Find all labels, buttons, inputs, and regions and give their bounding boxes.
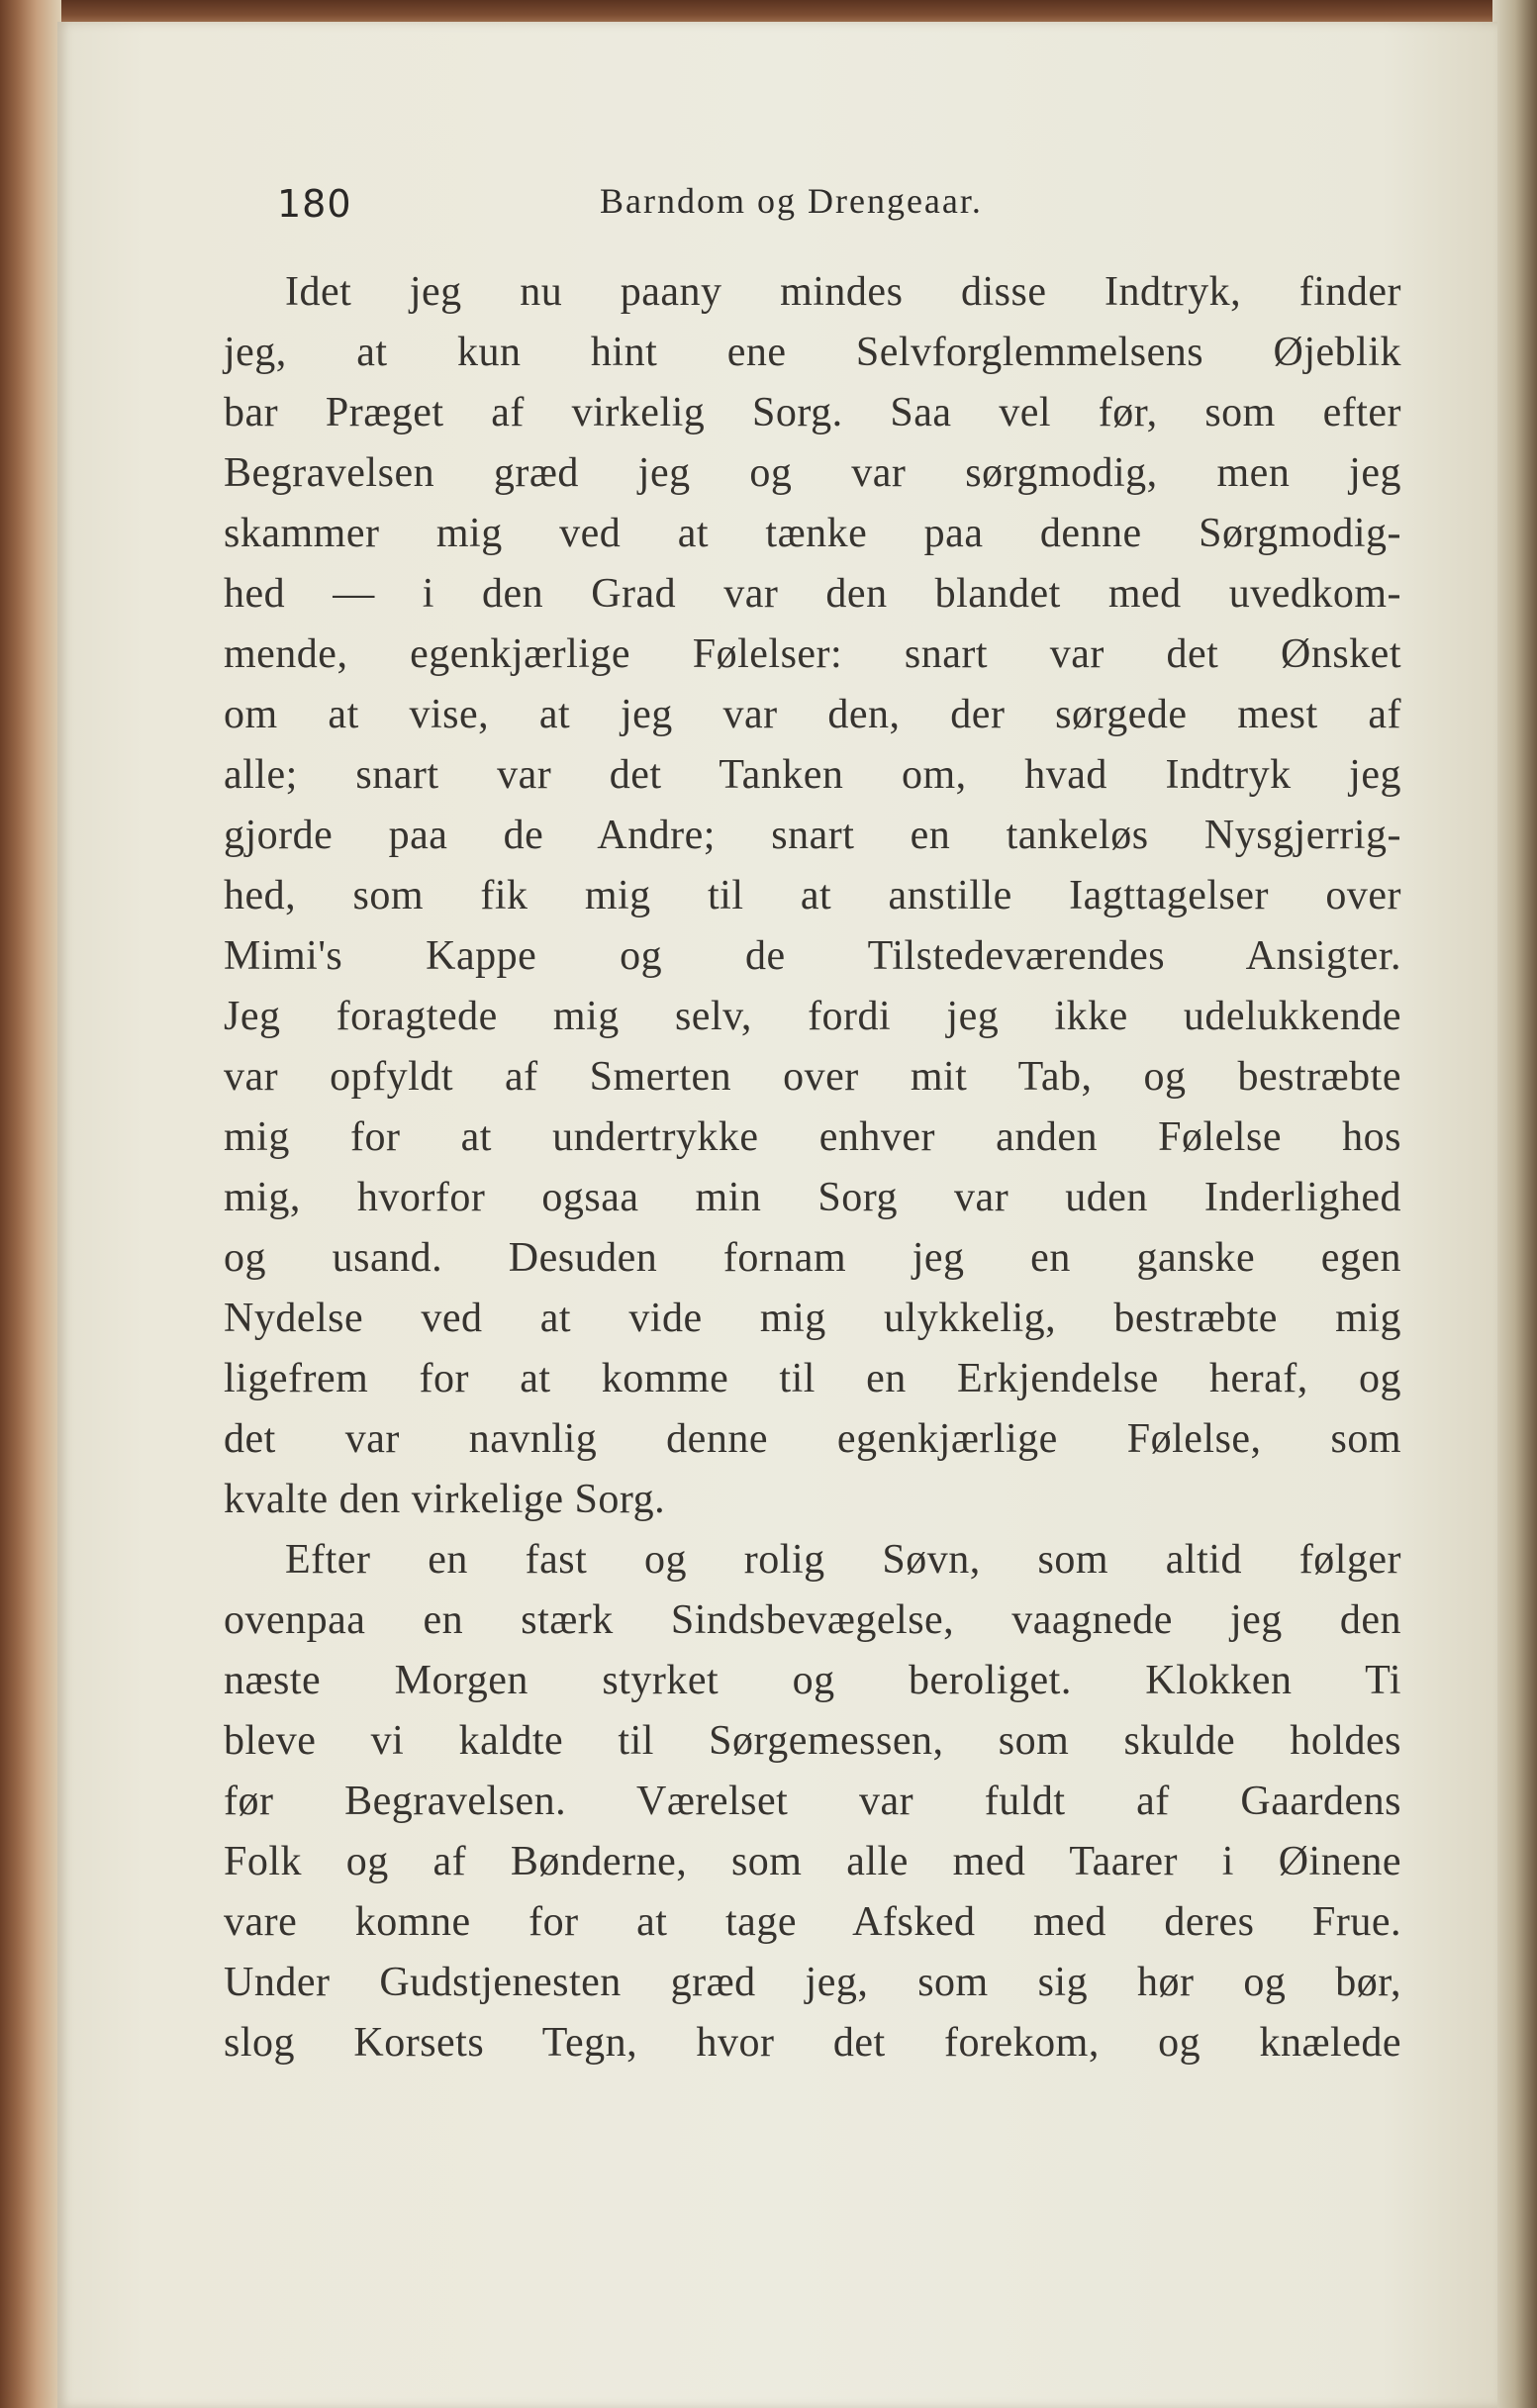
text-line: ligefrem for at komme til en Erkjendelse heraf, og <box>224 1356 1401 1401</box>
text-line: Begravelsen græd jeg og var sørgmodig, men jeg <box>224 450 1401 496</box>
text-line: Jeg foragtede mig selv, fordi jeg ikke udelukkende <box>224 994 1401 1039</box>
text-line: bleve vi kaldte til Sørgemessen, som skulde holdes <box>224 1718 1401 1764</box>
text-line: mig, hvorfor ogsaa min Sorg var uden Inderlighed <box>224 1175 1401 1220</box>
text-line: skammer mig ved at tænke paa denne Sørgmodig- <box>224 511 1401 556</box>
text-line: gjorde paa de Andre; snart en tankeløs Nysgjerrig- <box>224 813 1401 858</box>
text-line: Idet jeg nu paany mindes disse Indtryk, finder <box>285 269 1401 315</box>
paragraph <box>224 262 1401 1530</box>
text-line: ovenpaa en stærk Sindsbevægelse, vaagnede jeg den <box>224 1597 1401 1643</box>
text-line: Under Gudstjenesten græd jeg, som sig hør og bør, <box>224 1960 1401 2005</box>
text-line: slog Korsets Tegn, hvor det forekom, og knælede <box>224 2020 1401 2066</box>
running-title: Barndom og Drengeaar. <box>600 181 983 221</box>
text-line: vare komne for at tage Afsked med deres Frue. <box>224 1899 1401 1945</box>
book-fore-edge <box>1492 0 1537 2408</box>
text-line: og usand. Desuden fornam jeg en ganske egen <box>224 1235 1401 1281</box>
text-line: det var navnlig denne egenkjærlige Følelse, som <box>224 1416 1401 1462</box>
page-number: 180 <box>277 182 352 226</box>
text-line: var opfyldt af Smerten over mit Tab, og bestræbte <box>224 1054 1401 1100</box>
text-line: Nydelse ved at vide mig ulykkelig, bestræbte mig <box>224 1296 1401 1341</box>
text-line: næste Morgen styrket og beroliget. Klokken Ti <box>224 1658 1401 1703</box>
text-line: Folk og af Bønderne, som alle med Taarer i Øinene <box>224 1839 1401 1884</box>
text-line: hed, som fik mig til at anstille Iagttagelser over <box>224 873 1401 918</box>
book-spine-edge <box>0 0 61 2408</box>
text-line: Efter en fast og rolig Søvn, som altid følger <box>285 1537 1401 1583</box>
text-line: mende, egenkjærlige Følelser: snart var det Ønsket <box>224 631 1401 677</box>
text-line: alle; snart var det Tanken om, hvad Indtryk jeg <box>224 752 1401 798</box>
text-line: hed — i den Grad var den blandet med uvedkom- <box>224 571 1401 617</box>
text-line: mig for at undertrykke enhver anden Følelse hos <box>224 1114 1401 1160</box>
text-line: Mimi's Kappe og de Tilstedeværendes Ansigter. <box>224 933 1401 979</box>
body-text <box>224 262 1401 2073</box>
page-header <box>277 158 1168 238</box>
text-line: før Begravelsen. Værelset var fuldt af Gaardens <box>224 1779 1401 1824</box>
text-line: jeg, at kun hint ene Selvforglemmelsens Øjeblik <box>224 330 1401 375</box>
text-line: kvalte den virkelige Sorg. <box>224 1477 666 1522</box>
paragraph <box>224 1530 1401 2073</box>
text-line: bar Præget af virkelig Sorg. Saa vel før, som efter <box>224 390 1401 435</box>
text-line: om at vise, at jeg var den, der sørgede mest af <box>224 692 1401 737</box>
